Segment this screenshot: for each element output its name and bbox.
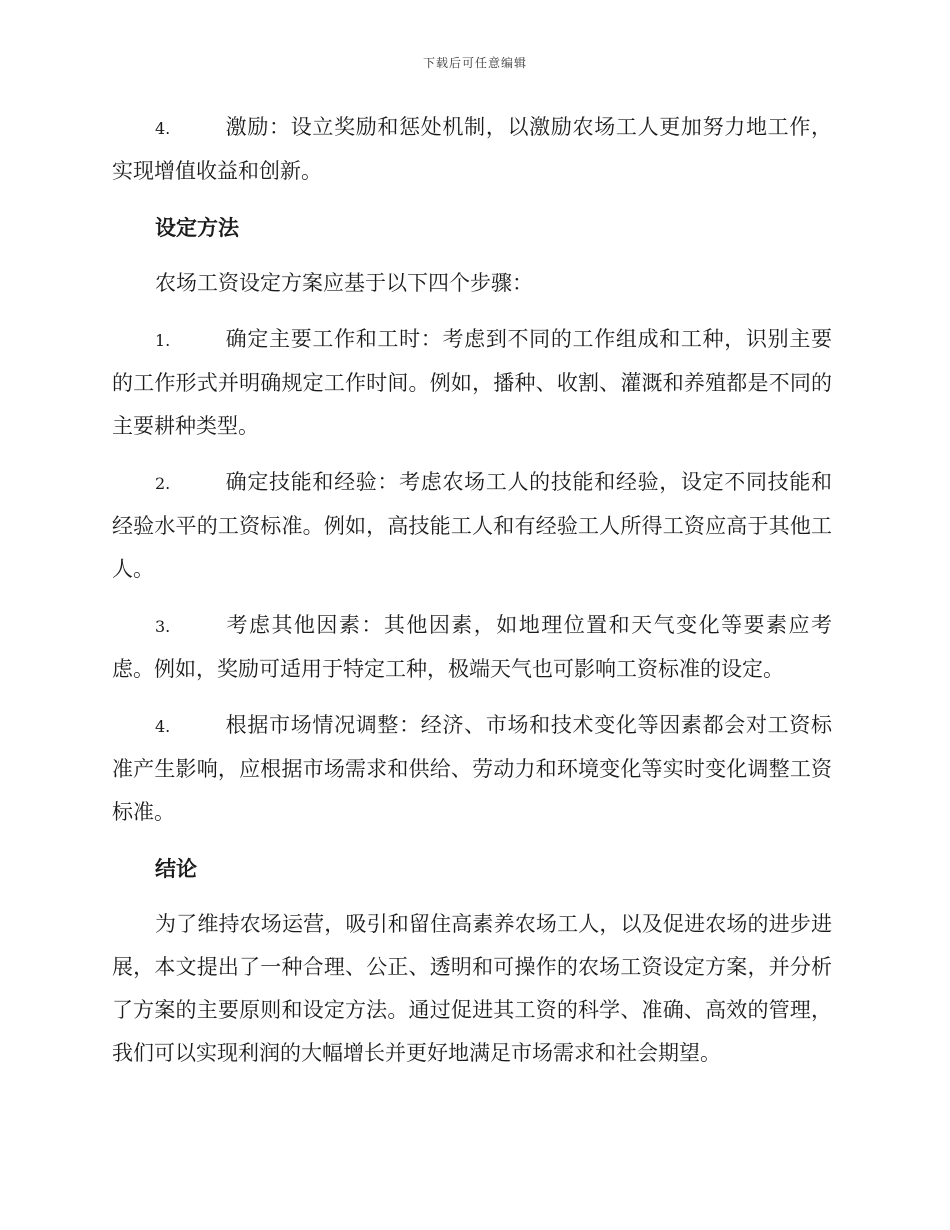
list-item-number: 1. [155,331,171,350]
list-item-text: 考虑其他因素：其他因素，如地理位置和天气变化等要素应考虑。例如，奖励可适用于特定工种，极端天气也可影响工资标准的设定。 [112,613,832,681]
section-heading-method: 设定方法 [155,215,239,240]
document-body [112,106,832,1088]
list-item-incentive [112,106,832,193]
list-item-text: 确定主要工作和工时：考虑到不同的工作组成和工种，识别主要的工作形式并明确规定工作时间。例如，播种、收割、灌溉和养殖都是不同的主要耕种类型。 [112,327,832,438]
conclusion-paragraph: 为了维持农场运营，吸引和留住高素养农场工人，以及促进农场的进步进展，本文提出了一种合理、公正、透明和可操作的农场工资设定方案，并分析了方案的主要原则和设定方法。通过促进其工资的科学、准确、高效的管理，我们可以实现利润的大幅增长并更好地满足市场需求和社会期望。 [112,912,832,1065]
list-item-step-1 [112,318,832,448]
list-item-text: 确定技能和经验：考虑农场工人的技能和经验，设定不同技能和经验水平的工资标准。例如，高技能工人和有经验工人所得工资应高于其他工人。 [112,470,832,581]
list-item-text: 根据市场情况调整：经济、市场和技术变化等因素都会对工资标准产生影响，应根据市场需求和供给、劳动力和环境变化等实时变化调整工资标准。 [112,713,832,824]
list-item-number: 3. [155,617,171,636]
list-item-number: 2. [155,474,171,493]
list-item-step-4 [112,704,832,834]
list-item-step-3 [112,604,832,691]
header-note: 下载后可任意编辑 [422,56,527,70]
list-item-step-2 [112,461,832,591]
section-heading-conclusion: 结论 [155,856,197,881]
list-item-text: 激励：设立奖励和惩处机制，以激励农场工人更加努力地工作，实现增值收益和创新。 [112,115,832,183]
method-intro-paragraph: 农场工资设定方案应基于以下四个步骤： [155,271,533,295]
list-item-number: 4. [155,119,171,138]
list-item-number: 4. [155,717,171,736]
